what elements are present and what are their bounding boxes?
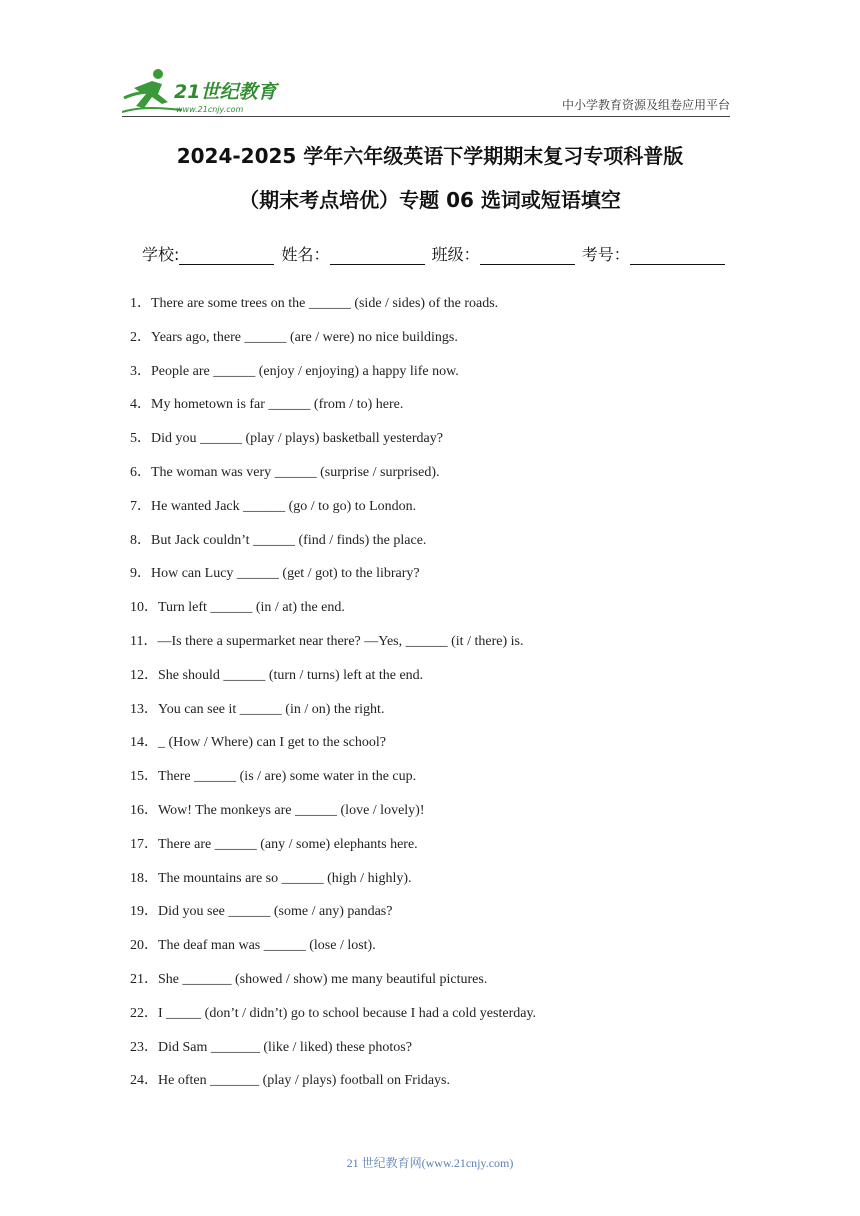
question-item: 10．Turn left ______ (in / at) the end. [130,600,345,616]
class-field[interactable] [480,246,575,265]
logo [122,68,292,116]
question-list [130,294,770,1105]
question-item: 1．There are some trees on the ______ (side / sides) of the roads. [130,296,499,311]
number-field[interactable] [630,246,725,265]
logo-url: www.21cnjy.com [176,105,244,114]
question-item: 23．Did Sam _______ (like / liked) these photos? [130,1039,412,1055]
question-item: 24．He often _______ (play / plays) football on Fridays. [130,1073,451,1089]
question-item: 14．_ (How / Where) can I get to the school? [130,735,386,751]
question-item: 5．Did you ______ (play / plays) basketball yesterday? [130,431,443,447]
question-item: 11．—Is there a supermarket near there? —Yes, ______ (it / there) is. [130,633,524,649]
question-item: 21．She _______ (showed / show) me many beautiful pictures. [130,971,488,987]
student-info-row [142,242,727,265]
platform-tagline: 中小学教育资源及组卷应用平台 [561,98,730,112]
question-item: 8．But Jack couldn’t ______ (find / finds) the place. [130,532,427,548]
school-field[interactable] [179,246,274,265]
question-item: 22．I _____ (don’t / didn’t) go to school because I had a cold yesterday. [130,1005,537,1021]
name-label: 姓名： [281,245,330,264]
question-item: 17．There are ______ (any / some) elephants here. [130,836,418,852]
logo-text: 21世纪教育 [174,81,277,103]
header-divider [122,116,730,117]
question-item: 18．The mountains are so ______ (high / highly). [130,870,412,886]
page-header [0,0,860,120]
number-label: 考号： [581,245,630,264]
page-title: 2024-2025 学年六年级英语下学期期末复习专项科普版 [176,144,684,168]
question-item: 3．People are ______ (enjoy / enjoying) a happy life now. [130,363,459,379]
page-subtitle: （期末考点培优）专题 06 选词或短语填空 [239,188,621,212]
page-footer[interactable]: 21 世纪教育网(www.21cnjy.com) [346,1156,514,1170]
question-item: 7．He wanted Jack ______ (go / to go) to London. [130,498,417,514]
question-item: 2．Years ago, there ______ (are / were) no nice buildings. [130,329,458,345]
question-item: 4．My hometown is far ______ (from / to) here. [130,397,404,413]
question-item: 12．She should ______ (turn / turns) left at the end. [130,667,424,683]
class-label: 班级： [431,245,480,264]
runner-icon [122,69,182,112]
question-item: 19．Did you see ______ (some / any) pandas? [130,904,393,920]
question-item: 13．You can see it ______ (in / on) the right. [130,701,385,717]
question-item: 16．Wow! The monkeys are ______ (love / lovely)! [130,802,425,818]
name-field[interactable] [330,246,425,265]
question-item: 20．The deaf man was ______ (lose / lost). [130,938,376,954]
question-item: 9．How can Lucy ______ (get / got) to the library? [130,566,420,582]
question-item: 15．There ______ (is / are) some water in the cup. [130,769,417,785]
question-item: 6．The woman was very ______ (surprise / surprised). [130,464,440,480]
school-label: 学校: [142,245,180,264]
